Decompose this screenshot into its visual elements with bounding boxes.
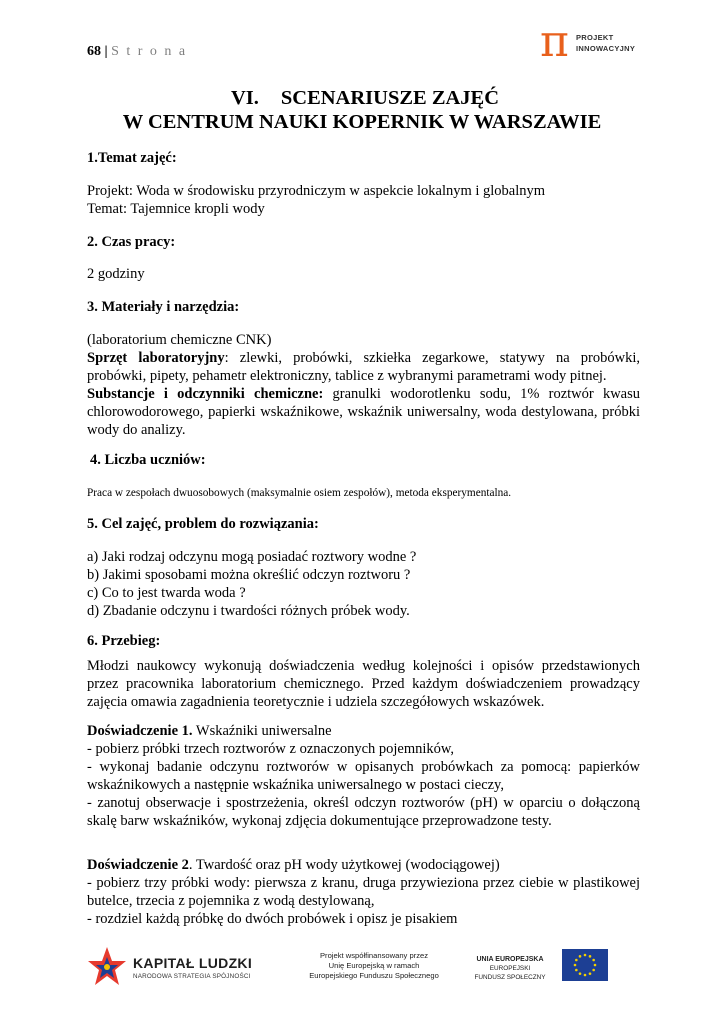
section5-heading: 5. Cel zajęć, problem do rozwiązania:: [87, 516, 319, 532]
eu-line: UNIA EUROPEJSKA: [476, 956, 544, 963]
students-text: Praca w zespołach dwuosobowych (maksymalnie osiem zespołów), metoda eksperymentalna.: [87, 487, 512, 499]
eu-fund-label: [465, 955, 555, 982]
lab-line: (laboratorium chemiczne CNK): [87, 332, 272, 348]
eu-star-icon: [579, 955, 582, 958]
projekt-innowacyjny-logo: [538, 16, 648, 67]
list-item: a) Jaki rodzaj odczynu mogą posiadać roztwory wodne ?: [87, 549, 417, 565]
experiment2: [87, 856, 640, 928]
chapter-title-line2: W CENTRUM NAUKI KOPERNIK W WARSZAWIE: [122, 111, 602, 133]
kapital-ludzki-star-icon: [87, 945, 127, 989]
list-item: - zanotuj obserwacje i spostrzeżenia, określ odczyn roztworów (pH) w oparciu o dołączoną skalę barw wskaźników, wykonaj zdjęcia dokumentujące przeprowadzone testy.: [87, 795, 640, 829]
section2-heading: 2. Czas pracy:: [87, 234, 176, 250]
section6-heading: 6. Przebieg:: [87, 633, 161, 649]
procedure-intro: Młodzi naukowcy wykonują doświadczenia według kolejności i opisów przedstawionych przez pracownika laboratorium chemicznego. Przed każdym doświadczeniem prowadzący zajęcia omawia zagadnienia teoretycznie i udziela szczegółowych wskazówek.: [87, 658, 640, 710]
list-item: - pobierz próbki trzech roztworów z oznaczonych pojemników,: [87, 741, 455, 757]
section1-heading: 1.Temat zajęć:: [87, 150, 177, 166]
eu-star-icon: [579, 972, 582, 975]
list-item: - pobierz trzy próbki wody: pierwsza z kranu, druga przywieziona przez ciebie w plastikowej butelce, trzecia z pojemnika z wodą destylowaną,: [87, 875, 640, 909]
experiment1: [87, 722, 640, 830]
list-item: b) Jakimi sposobami można określić odczyn roztworu ?: [87, 567, 411, 583]
page-number: 68: [87, 44, 101, 59]
experiment1-label: Doświadczenie 1.: [87, 723, 193, 739]
section1-body: [87, 182, 640, 218]
experiment1-name: Wskaźniki uniwersalne: [192, 723, 332, 739]
eu-star-icon: [592, 959, 595, 962]
equipment-text: : zlewki, probówki, szkiełka zegarkowe, statywy na probówki, probówki, pipety, pehametr elektroniczny, tablice z wybranymi parametrami wody pitnej.: [87, 350, 640, 384]
experiment1-title: [87, 722, 640, 740]
eu-flag-icon: [562, 949, 608, 981]
list-item: - wykonaj badanie odczynu roztworów w opisanych probówkach za pomocą: papierków wskaźnikowych a następnie wskaźnika uniwersalnego w postaci cieczy,: [87, 759, 640, 793]
experiment2-label: Doświadczenie 2: [87, 857, 189, 873]
logo-line2: INNOWACYJNY: [576, 44, 636, 53]
substances-text: granulki wodorotlenku sodu, 1% roztwór kwasu chlorowodorowego, papierki wskaźnikowe, wskaźnik uniwersalny, woda destylowana, próbki wody do analizy.: [87, 386, 640, 438]
kapital-ludzki-subtitle: NARODOWA STRATEGIA SPÓJNOŚCI: [133, 973, 251, 980]
duration-value: 2 godziny: [87, 266, 145, 282]
substances-label: Substancje i odczynniki chemiczne:: [87, 386, 324, 402]
logo-line1: PROJEKT: [576, 33, 614, 42]
equipment-paragraph: [87, 349, 640, 385]
cofinancing-note: [299, 951, 449, 981]
eu-star-icon: [575, 969, 578, 972]
eu-star-icon: [584, 974, 587, 977]
chapter-title: [87, 86, 637, 134]
project-line: Projekt: Woda w środowisku przyrodniczym w aspekcie lokalnym i globalnym: [87, 183, 546, 199]
eu-star-icon: [584, 954, 587, 957]
eu-star-icon: [589, 955, 592, 958]
list-item: c) Co to jest twarda woda ?: [87, 585, 246, 601]
list-item: - rozdziel każdą próbkę do dwóch probówek i opisz je pisakiem: [87, 911, 458, 927]
experiment2-name: . Twardość oraz pH wody użytkowej (wodociągowej): [188, 857, 500, 873]
section3-body: [87, 331, 640, 439]
section3-heading: 3. Materiały i narzędzia:: [87, 299, 240, 315]
footer-logos: [87, 935, 640, 995]
goals-list: [87, 548, 640, 620]
chapter-title-line1: SCENARIUSZE ZAJĘĆ: [280, 87, 500, 109]
eu-star-icon: [575, 959, 578, 962]
list-item: d) Zbadanie odczynu i twardości różnych próbek wody.: [87, 603, 410, 619]
equipment-label: Sprzęt laboratoryjny: [87, 350, 225, 366]
section4-heading: 4. Liczba uczniów:: [90, 452, 206, 468]
eu-star-icon: [592, 969, 595, 972]
experiment2-title: [87, 856, 640, 874]
eu-star-icon: [574, 964, 577, 967]
eu-star-icon: [594, 964, 597, 967]
header-separator: |: [104, 44, 108, 59]
eu-line: FUNDUSZ SPOŁECZNY: [474, 974, 546, 981]
substances-paragraph: [87, 385, 640, 439]
chapter-number: VI.: [230, 87, 259, 109]
page-header-number: [87, 44, 187, 60]
cofinancing-line: Projekt współfinansowany przez: [319, 951, 429, 960]
topic-line: Temat: Tajemnice kropli wody: [87, 201, 265, 217]
eu-star-icon: [589, 972, 592, 975]
cofinancing-line: Europejskiego Funduszu Społecznego: [309, 971, 439, 980]
cofinancing-line: Unię Europejską w ramach: [328, 961, 420, 970]
page-word: S t r o n a: [111, 44, 188, 59]
kapital-ludzki-title: KAPITAŁ LUDZKI: [133, 955, 253, 971]
eu-line: EUROPEJSKI: [489, 965, 531, 972]
pi-logo-icon: π: [540, 16, 569, 67]
